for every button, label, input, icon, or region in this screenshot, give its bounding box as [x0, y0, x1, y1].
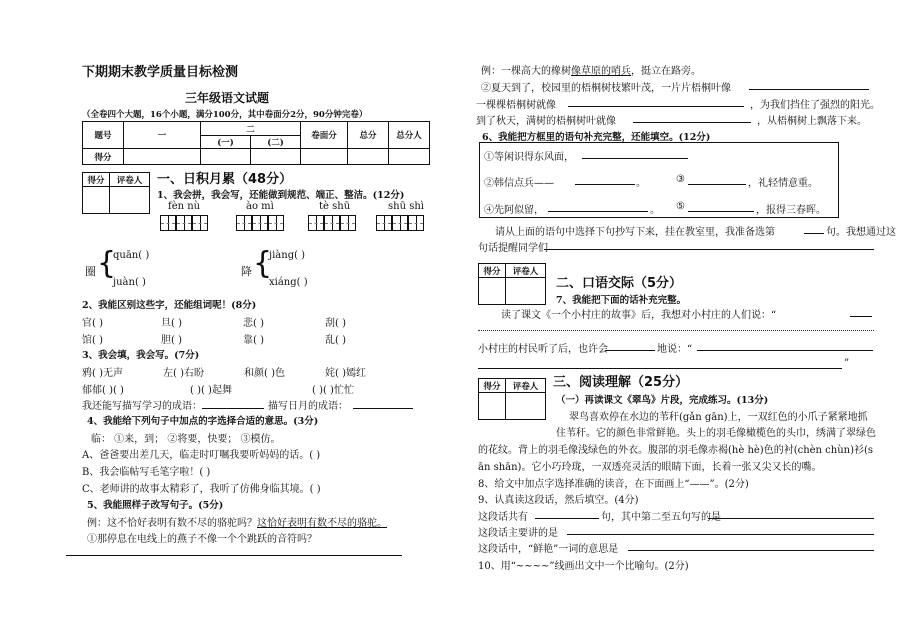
- q7-end-quote: ”: [844, 358, 850, 369]
- char-grid[interactable]: [376, 215, 392, 231]
- score-cell[interactable]: [201, 149, 251, 165]
- question-3: 3、我会填，我会写。(7分): [82, 350, 200, 361]
- poly-reading: xiáng( ): [269, 277, 308, 288]
- answer-line[interactable]: [688, 211, 754, 212]
- q3-item: 和颜( )色: [244, 368, 285, 379]
- score-cell[interactable]: [389, 149, 430, 165]
- exam-title: 下期期末教学质量目标检测: [82, 65, 239, 80]
- score-table: [82, 121, 430, 165]
- q4-a: A、爸爸要出差几天，临走时叮嘱我要听妈妈的话。( ): [82, 450, 321, 461]
- answer-line[interactable]: [633, 122, 751, 123]
- question-7: 7、我能把下面的话补充完整。: [556, 295, 687, 306]
- q6-item-2: ②韩信点兵——: [484, 178, 554, 189]
- q3-sunmoon-label: 描写日月的成语：: [268, 401, 348, 412]
- q9-c: 这段话主要讲的是: [478, 528, 558, 539]
- q6-item-5-end: ，报得三春晖。: [756, 205, 826, 216]
- r-example-a: 例：一棵高大的橡树: [481, 66, 571, 77]
- q5-item-2b: 一棵棵梧桐树就像: [476, 100, 556, 111]
- q6-item-5: ⑤: [676, 201, 685, 212]
- answer-line[interactable]: [804, 233, 824, 234]
- exam-note: （全卷四个大题，16个小题，满分100分，其中卷面分2分，90分钟完卷）: [82, 110, 368, 120]
- grader-box: [82, 172, 150, 214]
- char-grid[interactable]: [308, 215, 324, 231]
- section-3-title: 三、阅读理解（25分）: [553, 375, 689, 390]
- grader-score-cell[interactable]: [479, 393, 506, 420]
- q2-item: 官( ): [82, 318, 103, 329]
- grader-box: [478, 263, 546, 305]
- pinyin-2: ào mì: [246, 201, 274, 212]
- r-example-c: ，挺立在路旁。: [631, 66, 701, 77]
- score-cell[interactable]: [251, 149, 301, 165]
- grader-score-label: 得分: [479, 379, 506, 393]
- q2-item: 靠( ): [243, 335, 264, 346]
- q3-item: ( )( )忙忙: [312, 385, 354, 396]
- grader-score-label: 得分: [479, 264, 506, 278]
- poly-reading: juàn( ): [113, 277, 146, 288]
- grader-score-cell[interactable]: [479, 278, 506, 305]
- r-example-b: 像草原的哨兵: [571, 66, 631, 77]
- answer-line[interactable]: [544, 249, 874, 250]
- q9-b: 句，其中第二至五句写的是: [601, 512, 721, 523]
- q2-item: 旦( ): [161, 318, 182, 329]
- answer-line[interactable]: [582, 158, 688, 159]
- grader-box: [478, 378, 546, 420]
- q5-example: [87, 514, 387, 529]
- score-table-col: 总分人: [389, 122, 430, 149]
- grader-name-cell[interactable]: [506, 393, 546, 420]
- q7-text: 读了课文《一个小村庄的故事》后，我想对小村庄的人们说：“: [501, 310, 777, 321]
- answer-line[interactable]: [66, 555, 402, 556]
- char-grid[interactable]: [176, 215, 192, 231]
- q3-item: 郁郁( )( ): [82, 385, 124, 396]
- q7-text-2b: 地说：“: [657, 344, 693, 355]
- score-cell[interactable]: [301, 149, 348, 165]
- q5-item-1: ①那停息在电线上的燕子不像一个个跳跃的音符吗？: [87, 534, 317, 545]
- answer-line[interactable]: [202, 408, 264, 409]
- char-grid[interactable]: [236, 215, 252, 231]
- q5-item-2c: ，为我们挡住了强烈的阳光。: [750, 100, 880, 111]
- poly-reading: quān( ): [113, 250, 150, 261]
- q5-item-2: ②夏天到了，校园里的梧桐树枝繁叶茂，一片片梧桐叶像: [481, 83, 731, 94]
- q3-item: 姹( )嫣红: [325, 368, 366, 379]
- char-grid[interactable]: [192, 215, 208, 231]
- char-grid[interactable]: [268, 215, 284, 231]
- q6-item-3: ③: [676, 174, 685, 185]
- passage-line: 翠鸟喜欢停在水边的苇秆(gǎn gān)上，一双红色的小爪子紧紧地抓: [569, 412, 868, 423]
- q2-item: 乱( ): [325, 335, 346, 346]
- grader-name-label: 评卷人: [110, 173, 150, 187]
- q5-item-2d: 到了秋天，满树的梧桐树叶就像: [476, 116, 616, 127]
- question-2: 2、我能区别这些字，还能组词呢！(8分): [82, 300, 257, 311]
- score-table-score-label: 得分: [83, 149, 124, 165]
- q6-item-3-end: ，礼轻情意重。: [748, 178, 818, 189]
- answer-line[interactable]: [353, 408, 413, 409]
- poly-reading: jiàng( ): [269, 250, 306, 261]
- grader-name-label: 评卷人: [506, 379, 546, 393]
- reading-subtitle: （一）再读课文《翠鸟》片段，完成练习。(13分): [556, 395, 769, 406]
- answer-line[interactable]: [568, 106, 744, 107]
- answer-line[interactable]: [575, 184, 635, 185]
- grader-name-label: 评卷人: [506, 264, 546, 278]
- poly-char-2: 降: [241, 265, 252, 278]
- score-cell[interactable]: [348, 149, 389, 165]
- question-4: 4、我能给下列句子中加点的字选择合适的意思。(3分): [87, 416, 319, 427]
- question-10: 10、用“~~~~”线画出文中一个比喻句。(2分): [478, 561, 689, 572]
- answer-line[interactable]: [567, 534, 874, 535]
- question-6: 6、我能把方框里的语句补充完整，还能填空。(12分): [482, 132, 711, 143]
- answer-line[interactable]: [688, 184, 746, 185]
- passage-line: ān shān)。它小巧玲珑，一双透亮灵活的眼睛下面，长着一张又尖又长的嘴。: [478, 462, 822, 473]
- question-5: 5、我能照样子改写句子。(5分): [87, 500, 224, 511]
- pinyin-1: fèn nù: [168, 201, 201, 212]
- q3-learning-label: 我还能写描写学习的成语：: [82, 401, 202, 412]
- q3-item: ( )( )起舞: [190, 385, 232, 396]
- score-table-sub: (一): [201, 136, 251, 149]
- poly-char-1: 圈: [85, 265, 96, 278]
- brace-icon: {: [97, 246, 117, 281]
- question-8: 8、给文中加点字选择准确的读音，在下面画上“——”。(2分): [478, 479, 749, 490]
- answer-line[interactable]: [749, 89, 869, 90]
- q3-item: 左( )右盼: [163, 368, 204, 379]
- q2-item: 刮( ): [325, 318, 346, 329]
- char-grid[interactable]: [340, 215, 356, 231]
- q6-item-4: ④先阿似留，: [484, 205, 544, 216]
- score-table-col: 卷面分: [301, 122, 348, 149]
- question-9: 9、认真读这段话，然后填空。(4分): [478, 495, 639, 506]
- passage-line: 住苇秆。它的颜色非常鲜艳。头上的羽毛像橄榄色的头巾，绣满了翠绿色: [556, 428, 876, 439]
- grader-name-cell[interactable]: [110, 187, 150, 214]
- q6-tail-2: 句。我想通过这: [826, 227, 896, 238]
- grader-score-label: 得分: [83, 173, 110, 187]
- char-grid[interactable]: [324, 215, 340, 231]
- char-grid[interactable]: [392, 215, 408, 231]
- answer-line[interactable]: [708, 518, 874, 519]
- section-1-title: 一、日积月累（48分）: [157, 172, 293, 187]
- score-table-col: 二: [201, 122, 301, 136]
- q4-options: 临： ①来，到； ②将要，快要； ③模仿。: [91, 434, 281, 445]
- brace-icon: {: [253, 246, 273, 281]
- answer-line[interactable]: [605, 350, 655, 351]
- q9-d: 这段话中，“鲜艳”一词的意思是: [478, 544, 619, 555]
- char-grid[interactable]: [408, 215, 424, 231]
- q2-item: 胆( ): [161, 335, 182, 346]
- grader-name-cell[interactable]: [506, 278, 546, 305]
- q2-item: 馆( ): [82, 335, 103, 346]
- r-example: [481, 62, 701, 77]
- q6-tail-3: 句话提醒同学们: [478, 243, 548, 254]
- char-grid[interactable]: [160, 215, 176, 231]
- score-table-col: 一: [124, 122, 201, 149]
- q6-item-4-end: 。: [650, 205, 660, 216]
- answer-line[interactable]: [478, 330, 874, 331]
- answer-line[interactable]: [478, 368, 842, 369]
- answer-line[interactable]: [628, 550, 874, 551]
- exam-subtitle: 三年级语文试题: [185, 91, 270, 105]
- score-table-col: 总分: [348, 122, 389, 149]
- q4-c: C、老师讲的故事太精彩了，我听了仿佛身临其境。( ): [82, 484, 321, 495]
- q4-b: B、我会临帖写毛笔字啦！( ): [82, 467, 211, 478]
- q2-item: 悲( ): [243, 318, 264, 329]
- score-cell[interactable]: [124, 149, 201, 165]
- pinyin-4: shū shì: [388, 201, 424, 212]
- pinyin-3: tè shū: [319, 201, 351, 212]
- answer-line[interactable]: [548, 211, 648, 212]
- q5-item-2e: ，从梧桐树上飘落下来。: [757, 116, 867, 127]
- answer-line[interactable]: [697, 350, 873, 351]
- score-table-sub: (二): [251, 136, 301, 149]
- char-grid[interactable]: [252, 215, 268, 231]
- q7-text-2: 小村庄的村民听了后，也许会: [478, 344, 608, 355]
- q9-a: 这段话共有: [478, 512, 528, 523]
- q5-example-question: 例：这不恰好表明有数不尽的骆驼吗？: [87, 518, 257, 529]
- section-2-title: 二、口语交际（5分）: [556, 276, 683, 291]
- q6-item-1: ①等闲识得东风面，: [484, 152, 574, 163]
- q5-example-answer: 这恰好表明有数不尽的骆驼。: [257, 518, 387, 529]
- q3-item: 鸦( )无声: [82, 368, 123, 379]
- score-table-head: 题号: [83, 122, 124, 149]
- answer-line[interactable]: [850, 316, 872, 317]
- grader-score-cell[interactable]: [83, 187, 110, 214]
- q6-item-2-end: 。: [636, 178, 646, 189]
- q6-tail: 请从上面的语句中选择下句抄写下来，挂在教室里，我准备选第: [495, 227, 775, 238]
- passage-line: 的花纹。背上的羽毛像浅绿色的外衣。腹部的羽毛像赤褐(hè hè)色的衬(chèn chùn)衫(s: [478, 445, 874, 456]
- question-1: 1、我会拼，我会写，还能做到规范、端正、整洁。(12分): [157, 190, 405, 201]
- answer-line[interactable]: [535, 518, 599, 519]
